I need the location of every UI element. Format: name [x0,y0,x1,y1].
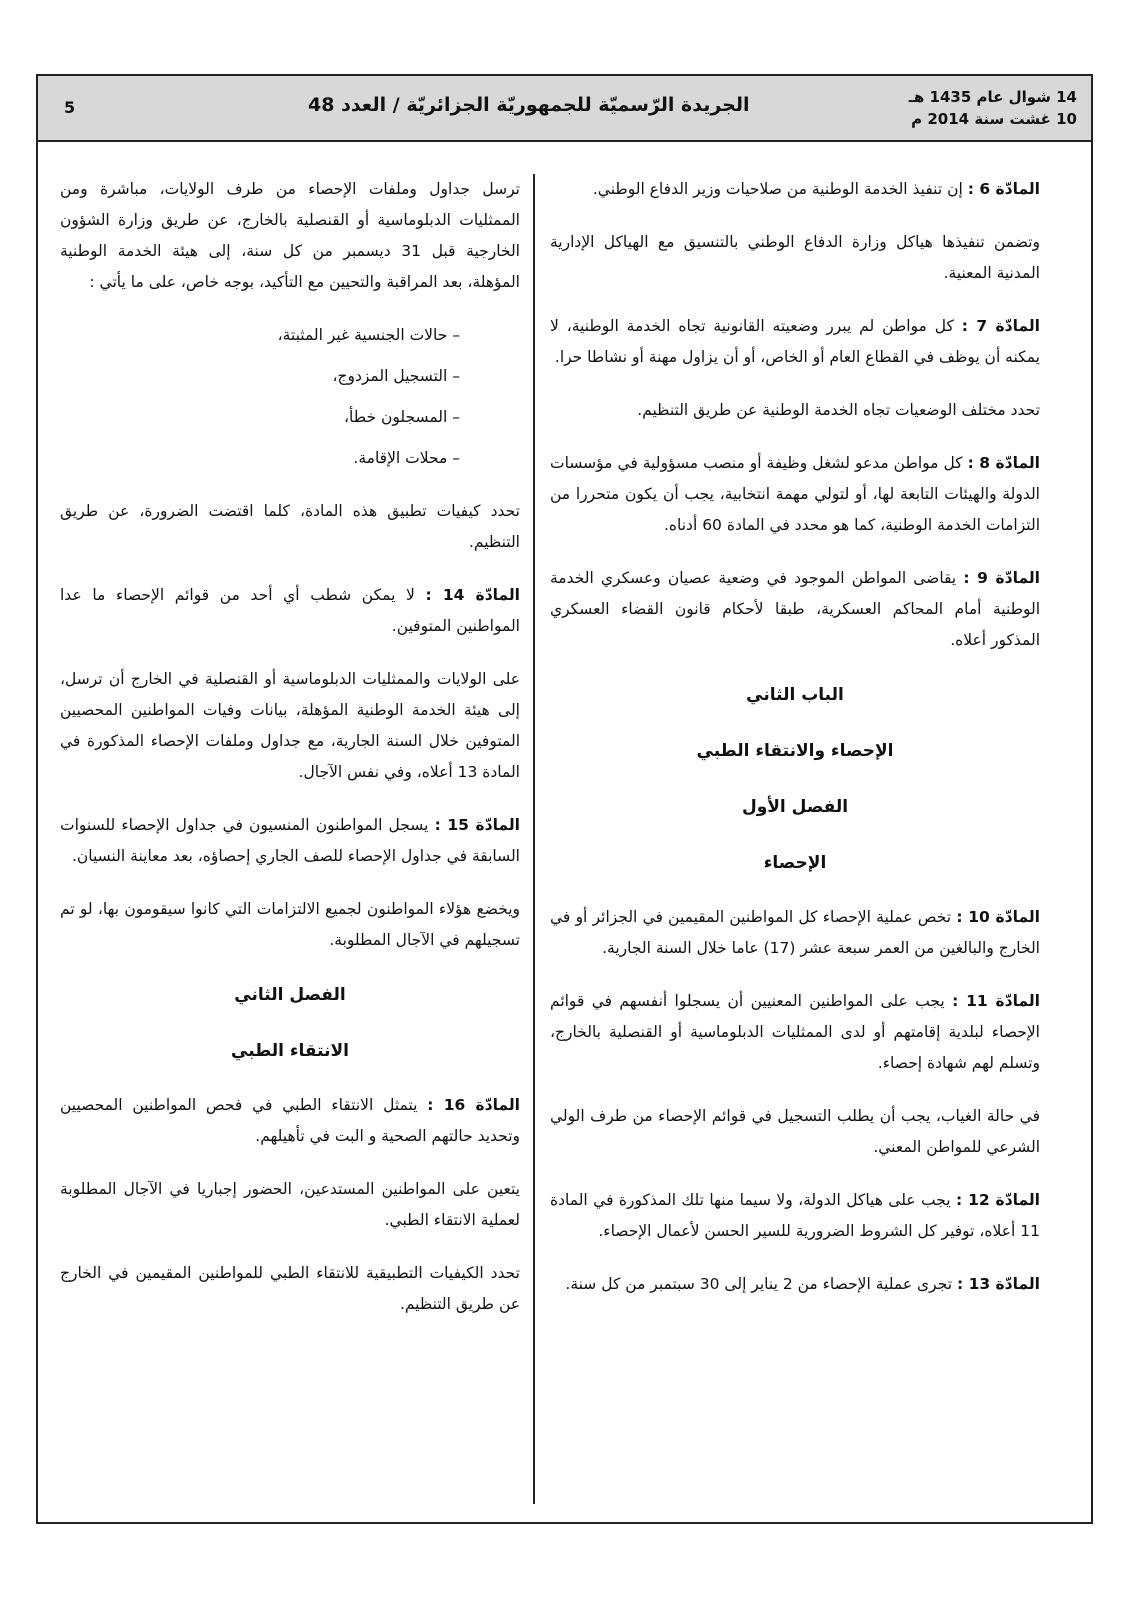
column-divider [533,174,535,1504]
list-item: – التسجيل المزدوج، [60,361,520,392]
article-6 [550,174,1040,205]
list-item: – محلات الإقامة. [60,443,520,474]
paragraph: تحدد مختلف الوضعيات تجاه الخدمة الوطنية عن طريق التنظيم. [637,401,1040,419]
book-title: الباب الثاني [746,685,844,705]
article-text: يتمثل الانتقاء الطبي في فحص المواطنين المحصيين وتحديد حالتهم الصحية و البت في تأهيلهم. [60,1096,520,1145]
article-label: المادّة 15 : [434,816,520,834]
chapter-heading [550,790,1040,880]
article-text: كل مواطن مدعو لشغل وظيفة أو منصب مسؤولية في مؤسسات الدولة والهيئات التابعة لها، أو لتولي مهمة انتخابية، يجب أن يكون متحررا من التزامات الخدمة الوطنية، كما هو محدد في المادة 60 أدناه. [550,454,1040,534]
article-13 [550,1269,1040,1300]
article-label: المادّة 13 : [956,1275,1040,1293]
article-14 [60,580,520,642]
page-header [38,76,1091,142]
article-11 [550,986,1040,1079]
article-label: المادّة 9 : [963,569,1040,587]
gazette-title: الجريدة الرّسميّة للجمهوريّة الجزائريّة / العدد 48 [308,94,750,116]
list-item: – حالات الجنسية غير المثبتة، [60,320,520,351]
chapter-title: الفصل الأول [741,797,849,817]
article-10 [550,902,1040,964]
article-label: المادّة 12 : [955,1191,1040,1209]
paragraph: ويخضع هؤلاء المواطنون لجميع الالتزامات التي كانوا سيقومون بها، لو تم تسجيلهم في الآجال المطلوبة. [60,900,520,949]
list-item: – المسجلون خطأ، [60,402,520,433]
article-8 [550,448,1040,541]
article-16 [60,1090,520,1152]
hijri-date: 14 شوال عام 1435 هـ [908,88,1077,106]
right-column [550,174,1040,1322]
article-12 [550,1185,1040,1247]
page-number: 5 [64,98,76,117]
article-text: تجرى عملية الإحصاء من 2 يناير إلى 30 سبتمبر من كل سنة. [565,1275,953,1293]
article-text: تخص عملية الإحصاء كل المواطنين المقيمين في الجزائر أو في الخارج والبالغين من العمر سبعة عشر (17) عاما خلال السنة الجارية. [550,908,1040,957]
article-7 [550,311,1040,373]
paragraph: على الولايات والممثليات الدبلوماسية أو القنصلية في الخارج أن ترسل، إلى هيئة الخدمة الوطنية المؤهلة، بيانات وفيات المواطنين المحصيين المتوفين خلال السنة الجارية، مع جداول وملفات الإحصاء المذكورة في المادة 13 أعلاه، وفي نفس الآجال. [60,670,520,781]
page-frame [36,74,1093,1524]
paragraph: تحدد كيفيات تطبيق هذه المادة، كلما اقتضت الضرورة، عن طريق التنظيم. [60,502,520,551]
article-text: إن تنفيذ الخدمة الوطنية من صلاحيات وزير الدفاع الوطني. [592,180,963,198]
article-label: المادّة 16 : [427,1096,520,1114]
chapter-subtitle: الانتقاء الطبي [231,1041,349,1061]
article-label: المادّة 8 : [967,454,1040,472]
article-text: يجب على المواطنين المعنيين أن يسجلوا أنفسهم في قوائم الإحصاء لبلدية إقامتهم أو لدى الممثليات الدبلوماسية أو القنصلية بالخارج، وتسلم لهم شهادة إحصاء. [550,992,1040,1072]
chapter-heading [60,978,520,1068]
gregorian-date: 10 غشت سنة 2014 م [911,110,1077,128]
paragraph: في حالة الغياب، يجب أن يطلب التسجيل في قوائم الإحصاء من طرف الولي الشرعي للمواطن المعني. [550,1107,1040,1156]
book-subtitle: الإحصاء والانتقاء الطبي [696,741,894,761]
article-text: يسجل المواطنون المنسيون في جداول الإحصاء للسنوات السابقة في جداول الإحصاء للصف الجاري إحصاؤه، بعد معاينة النسيان. [60,816,520,865]
article-label: المادّة 14 : [425,586,520,604]
paragraph: وتضمن تنفيذها هياكل وزارة الدفاع الوطني بالتنسيق مع الهياكل الإدارية المدنية المعنية. [550,233,1040,282]
article-text: لا يمكن شطب أي أحد من قوائم الإحصاء ما عدا المواطنين المتوفين. [60,586,520,635]
book-heading [550,678,1040,768]
article-text: يجب على هياكل الدولة، ولا سيما منها تلك المذكورة في المادة 11 أعلاه، توفير كل الشروط الضرورية للسير الحسن لأعمال الإحصاء. [550,1191,1040,1240]
verification-list [60,320,520,474]
article-text: يقاضى المواطن الموجود في وضعية عصيان وعسكري الخدمة الوطنية أمام المحاكم العسكرية، طبقا لأحكام قانون القضاء العسكري المذكور أعلاه. [550,569,1040,649]
article-15 [60,810,520,872]
article-label: المادّة 11 : [952,992,1040,1010]
left-column [60,174,520,1342]
article-label: المادّة 7 : [961,317,1040,335]
article-9 [550,563,1040,656]
paragraph: يتعين على المواطنين المستدعين، الحضور إجباريا في الآجال المطلوبة لعملية الانتقاء الطبي. [60,1180,520,1229]
paragraph: ترسل جداول وملفات الإحصاء من طرف الولايات، مباشرة ومن الممثليات الدبلوماسية أو القنصلية بالخارج، عن طريق وزارة الشؤون الخارجية قبل 31 ديسمبر من كل سنة، إلى هيئة الخدمة الوطنية المؤهلة، بعد المراقبة والتحيين مع التأكيد، بوجه خاص، على ما يأتي : [60,180,520,291]
chapter-subtitle: الإحصاء [763,853,827,873]
paragraph: تحدد الكيفيات التطبيقية للانتقاء الطبي للمواطنين المقيمين في الخارج عن طريق التنظيم. [60,1264,520,1313]
article-text: كل مواطن لم يبرر وضعيته القانونية تجاه الخدمة الوطنية، لا يمكنه أن يوظف في القطاع العام أو الخاص، أو أن يزاول مهنة أو نشاطا حرا. [550,317,1040,366]
chapter-title: الفصل الثاني [234,985,346,1005]
article-label: المادّة 10 : [956,908,1040,926]
article-label: المادّة 6 : [967,180,1040,198]
issue-date [909,86,1077,130]
